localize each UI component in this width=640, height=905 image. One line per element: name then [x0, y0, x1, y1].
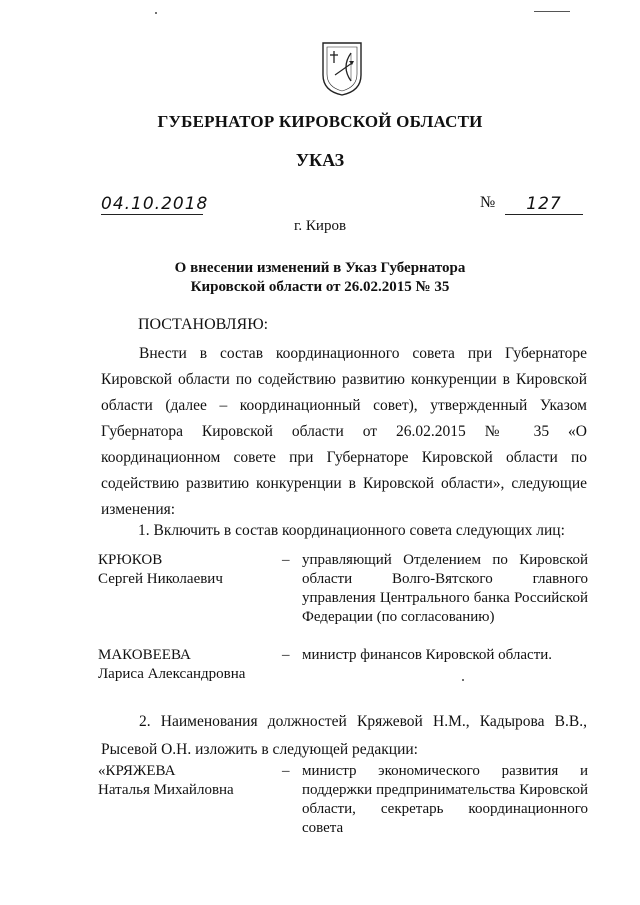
number-label: №: [480, 194, 496, 211]
member-given-name: Лариса Александровна: [98, 666, 246, 682]
handwritten-number: 127: [505, 194, 583, 215]
member-name: [98, 762, 234, 800]
decree-title: [0, 259, 640, 297]
member-surname: КРЮКОВ: [98, 552, 163, 568]
coat-of-arms-emblem: [321, 41, 363, 97]
member-given-name: Сергей Николаевич: [98, 571, 223, 587]
scan-dot: [155, 12, 157, 14]
member-dash: –: [282, 552, 290, 568]
member-name: [98, 646, 245, 684]
decree-title-line: О внесении изменений в Указ Губернатора: [174, 260, 466, 276]
member-given-name: Наталья Михайловна: [98, 782, 234, 798]
member-role: министр экономического развития и поддержки предпринимательства Кировской области, секретарь координационного совета: [302, 763, 588, 836]
scan-dot: [462, 679, 464, 681]
handwritten-date: 04.10.2018: [101, 194, 209, 214]
doc-type-title: УКАЗ: [295, 150, 345, 170]
item-1: 1. Включить в состав координационного совета следующих лиц:: [138, 522, 565, 539]
item-2: 2. Наименования должностей Кряжевой Н.М., Кадырова В.В., Рысевой О.Н. изложить в следующей редакции:: [101, 713, 587, 758]
member-name: [98, 551, 223, 589]
intro-paragraph: Внести в состав координационного совета при Губернаторе Кировской области по содействию развитию конкуренции в Кировской области (далее – координационный совет), утвержденный Указом Губернатора Кировской области от 26.02.2015 № 35 «О координационном совете при Губернаторе Кировской области по содействию развитию конкуренции в Кировской области», следующие изменения:: [101, 345, 587, 518]
scan-mark: [534, 11, 570, 12]
member-surname: «КРЯЖЕВА: [98, 763, 176, 779]
member-dash: –: [282, 647, 290, 663]
decree-word: ПОСТАНОВЛЯЮ:: [138, 316, 269, 333]
decree-title-line: Кировской области от 26.02.2015 № 35: [190, 279, 450, 295]
member-dash: –: [282, 763, 290, 779]
member-role: министр финансов Кировской области.: [302, 647, 553, 663]
member-role: управляющий Отделением по Кировской области Волго-Вятского главного управления Центрального банка Российской Федерации (по согласованию): [302, 552, 588, 625]
member-surname: МАКОВЕЕВА: [98, 647, 191, 663]
authority-title: ГУБЕРНАТОР КИРОВСКОЙ ОБЛАСТИ: [157, 112, 483, 131]
city: г. Киров: [293, 218, 347, 234]
